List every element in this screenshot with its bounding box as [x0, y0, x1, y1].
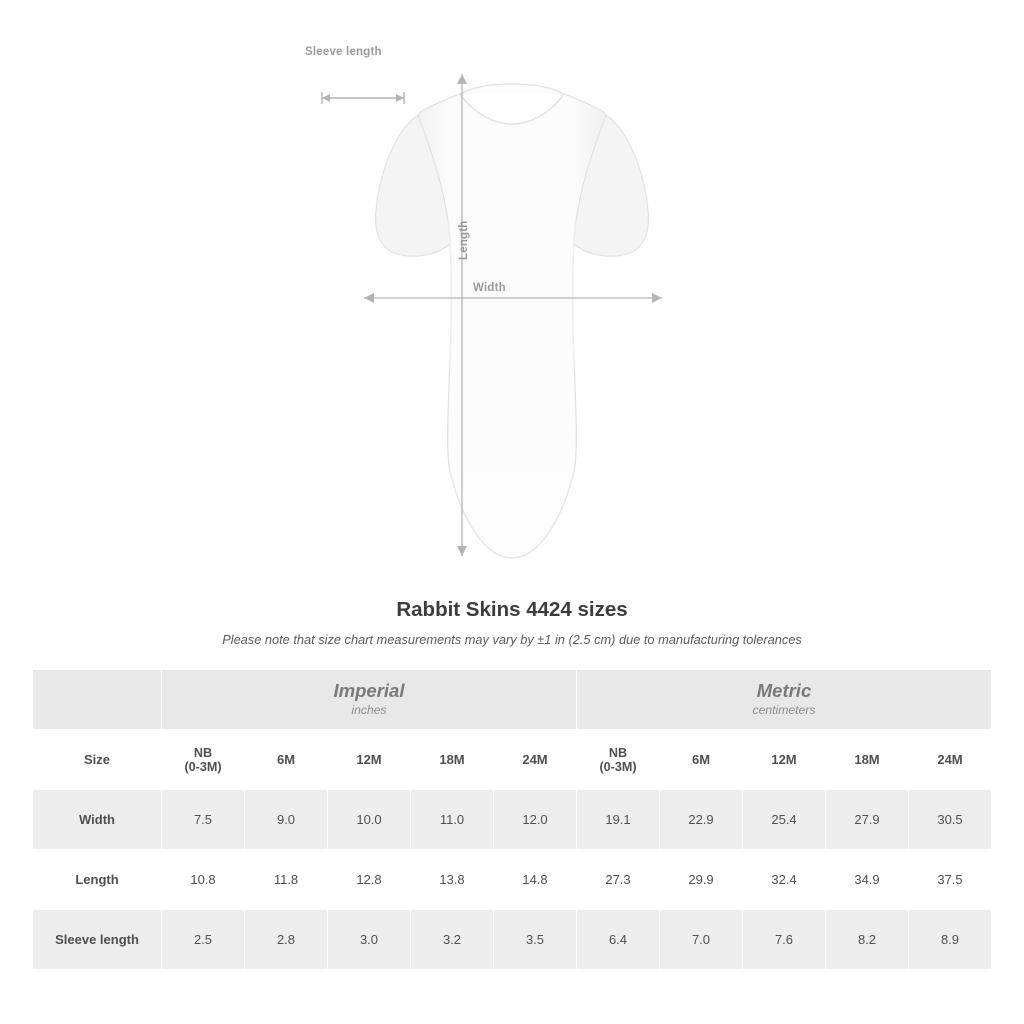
unit-sub-metric: centimeters	[752, 702, 816, 717]
unit-header-row	[33, 670, 992, 730]
cell-width-18m-in: 11.0	[411, 790, 494, 850]
table-row	[33, 910, 992, 970]
cell-width-12m-in: 10.0	[328, 790, 411, 850]
cell-width-6m-in: 9.0	[245, 790, 328, 850]
bodysuit-icon	[300, 60, 724, 560]
cell-length-6m-in: 11.8	[245, 850, 328, 910]
column-header-24m-imperial: 24M	[494, 730, 577, 790]
cell-width-6m-cm: 22.9	[660, 790, 743, 850]
column-header-nb-metric	[577, 730, 660, 790]
cell-sleeve-12m-cm: 7.6	[743, 910, 826, 970]
cell-sleeve-18m-in: 3.2	[411, 910, 494, 970]
unit-header-metric	[577, 670, 992, 730]
column-header-nb-imperial	[162, 730, 245, 790]
cell-sleeve-24m-in: 3.5	[494, 910, 577, 970]
row-label-length: Length	[33, 850, 162, 910]
header-size-label: Size	[33, 730, 162, 790]
annotation-sleeve-length: Sleeve length	[305, 46, 382, 58]
column-header-6m-imperial: 6M	[245, 730, 328, 790]
cell-length-18m-in: 13.8	[411, 850, 494, 910]
cell-length-24m-in: 14.8	[494, 850, 577, 910]
cell-width-12m-cm: 25.4	[743, 790, 826, 850]
annotation-length: Length	[458, 220, 470, 260]
annotation-width: Width	[473, 282, 506, 294]
table-corner-cell	[33, 670, 162, 730]
column-header-18m-imperial: 18M	[411, 730, 494, 790]
tolerance-note: Please note that size chart measurements may vary by ±1 in (2.5 cm) due to manufacturing tolerances	[222, 632, 802, 647]
cell-sleeve-6m-cm: 7.0	[660, 910, 743, 970]
cell-sleeve-12m-in: 3.0	[328, 910, 411, 970]
cell-width-24m-in: 12.0	[494, 790, 577, 850]
page-title: Rabbit Skins 4424 sizes	[396, 598, 628, 621]
column-header-18m-metric: 18M	[826, 730, 909, 790]
cell-width-nb-in: 7.5	[162, 790, 245, 850]
size-header-row	[33, 730, 992, 790]
column-header-12m-imperial: 12M	[328, 730, 411, 790]
row-label-width: Width	[33, 790, 162, 850]
unit-header-imperial	[162, 670, 577, 730]
garment-figure	[300, 46, 724, 560]
table-row	[33, 850, 992, 910]
cell-width-18m-cm: 27.9	[826, 790, 909, 850]
cell-length-24m-cm: 37.5	[909, 850, 992, 910]
table-row	[33, 790, 992, 850]
cell-length-12m-cm: 32.4	[743, 850, 826, 910]
cell-length-12m-in: 12.8	[328, 850, 411, 910]
cell-length-nb-cm: 27.3	[577, 850, 660, 910]
cell-length-6m-cm: 29.9	[660, 850, 743, 910]
cell-length-nb-in: 10.8	[162, 850, 245, 910]
cell-length-18m-cm: 34.9	[826, 850, 909, 910]
column-header-6m-metric: 6M	[660, 730, 743, 790]
column-header-sublabel: (0-3M)	[599, 759, 637, 774]
row-label-sleeve-length: Sleeve length	[33, 910, 162, 970]
column-header-sublabel: (0-3M)	[184, 759, 222, 774]
cell-sleeve-18m-cm: 8.2	[826, 910, 909, 970]
unit-name-imperial: Imperial	[333, 679, 405, 701]
cell-sleeve-24m-cm: 8.9	[909, 910, 992, 970]
column-header-24m-metric: 24M	[909, 730, 992, 790]
cell-sleeve-nb-in: 2.5	[162, 910, 245, 970]
column-header-label: NB	[608, 745, 628, 760]
cell-sleeve-nb-cm: 6.4	[577, 910, 660, 970]
size-chart-table	[32, 669, 992, 970]
unit-name-metric: Metric	[756, 679, 812, 701]
unit-sub-imperial: inches	[351, 702, 387, 717]
column-header-12m-metric: 12M	[743, 730, 826, 790]
cell-sleeve-6m-in: 2.8	[245, 910, 328, 970]
title-block	[0, 598, 1024, 647]
cell-width-nb-cm: 19.1	[577, 790, 660, 850]
size-table-wrapper	[32, 669, 992, 970]
column-header-label: NB	[193, 745, 213, 760]
cell-width-24m-cm: 30.5	[909, 790, 992, 850]
